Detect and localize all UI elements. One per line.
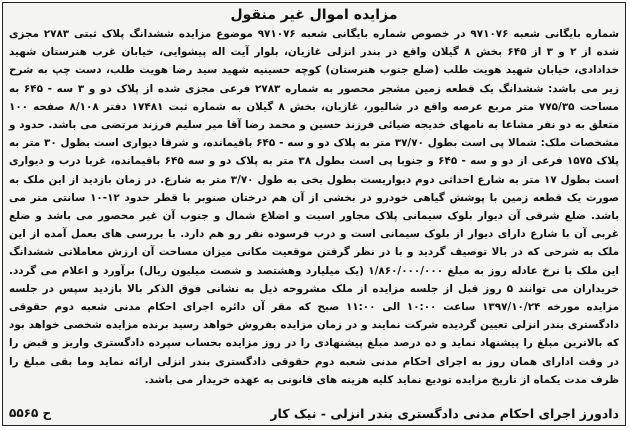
- notice-code: ح ۵۵۶۵: [9, 406, 52, 420]
- auction-notice: [2, 2, 626, 426]
- notice-signature: دادورز اجرای احکام مدنی دادگستری بندر انزلی - نیک کار: [270, 405, 619, 421]
- notice-body: شماره بایگانی شعبه ۹۷۱۰۷۶ در خصوص شماره بایگانی شعبه ۹۷۱۰۷۶ موضوع مزایده ششدانگ پلاک ثبتی ۲۷۸۳ مجزی شده از ۲ و ۳ از ۶۴۵ بخش ۸ گیلان واقع در بندر انزلی غازیان، بلوار آیت اله پیشوایی، خیابان غرب هنرستان شهید خدادادی، خیابان شهید هویت طلب (ضلع جنوب هنرستان) کوچه حسینیه شهید سید رضا هویت طلب، دست چپ به شرح زیر می باشد: ششدانگ یک قطعه زمین مشجر محصور به شماره ۲۷۸۳ فرعی مجزی شده از پلاک دو و ۳ سه - ۶۴۵ به مساحت ۷۷۵/۳۵ متر مربع عرصه واقع در شالیور، غازیان، بخش ۸ گیلان به شماره ثبت ۱۷۴۸۱ دفتر ۸/۱۰۸ صفحه ۱۰۰ متعلق به دو نفر مشاعا به نامهای خدیجه ضیائی فرزند حسین و محمد رضا آقا میر سلیم فرزند مرتضی می باشد. حدود و مشخصات ملک: شمالا پی است بطول ۳۷/۷۰ متر به پلاک دو و سه - ۶۴۵ باقیمانده، و شرقا دیواری است بطول ۳۰ متر به پلاک ۱۵۷۵ فرعی از دو و سه - ۶۴۵ و جنوبا پی است بطول ۳۸ متر به پلاک دو و سه ۶۴۵ باقیمانده، غربا درب و دیواری است بطول ۱۷ متر به شارع احداثی دوم دیواریست بطول یخی به طول ۳/۷۰ متر به شارع. در زمان بازدید از این ملک به صورت یک قطعه زمین با پوشش گیاهی خودرو در بخشی از آن هم درختان صنوبر با قطر حدود ۱۲-۱۰ سانتی متر می باشد. ضلع شرقی آن دیوار بلوک سیمانی پلاک مجاور اسیت و اضلاع شمال و جنوب آن غیر محصور می باشد و ضلع غربی آن با شارع دارای دیوار از بلوک سیمانی است و درب فرسوده نفر رو هم دارد. با بررسی های بعمل آمده از این ملک به شرحی که در بالا توصیف گردید و با در نظر گرفتن موقعیت مکانی میزان مساحت آن ارزش معاملاتی ششدانگ این ملک با نرخ عادله روز به مبلغ ۱/۸۶۰/۰۰۰/۰۰۰ (یک میلیارد وهشتصد و شصت میلیون ریال) برآورد و اعلام می گردد. خریداران می توانند ۵ روز قبل از جلسه مزایده از ملک مشروحه ذیل به نشانی فوق الذکر بالا بازدید سپس در جلسه مزایده مورخه ۱۳۹۷/۱۰/۲۴ ساعت ۱۰:۰۰ الی ۱۱:۰۰ صبح که مقر آن دائره اجرای احکام مدنی شعبه دوم حقوقی دادگستری بندر انزلی تعیین گردیده شرکت نمایند و در زمان مزایده بفروش خواهد رسید برنده مزایده شخصی خواهد بود که بالاترین مبلغ را پیشنهاد نماید و ده درصد مبلغ پیشنهادی را در روز مزایده بحساب سپرده دادگستری واریز و قبض را در وقت ادارای همان روز به اجرای احکام مدنی شعبه دوم حقوقی دادگستری بندر انزلی ارائه نماید وما بقی مبلغ را ظرف مدت یکماه از تاریخ مزایده تودیع نماید کلیه هزینه های قانونی به عهده خریدار می باشد.: [9, 28, 619, 386]
- notice-footer: [9, 403, 619, 423]
- notice-title: مزایده اموال غیر منقول: [230, 7, 398, 23]
